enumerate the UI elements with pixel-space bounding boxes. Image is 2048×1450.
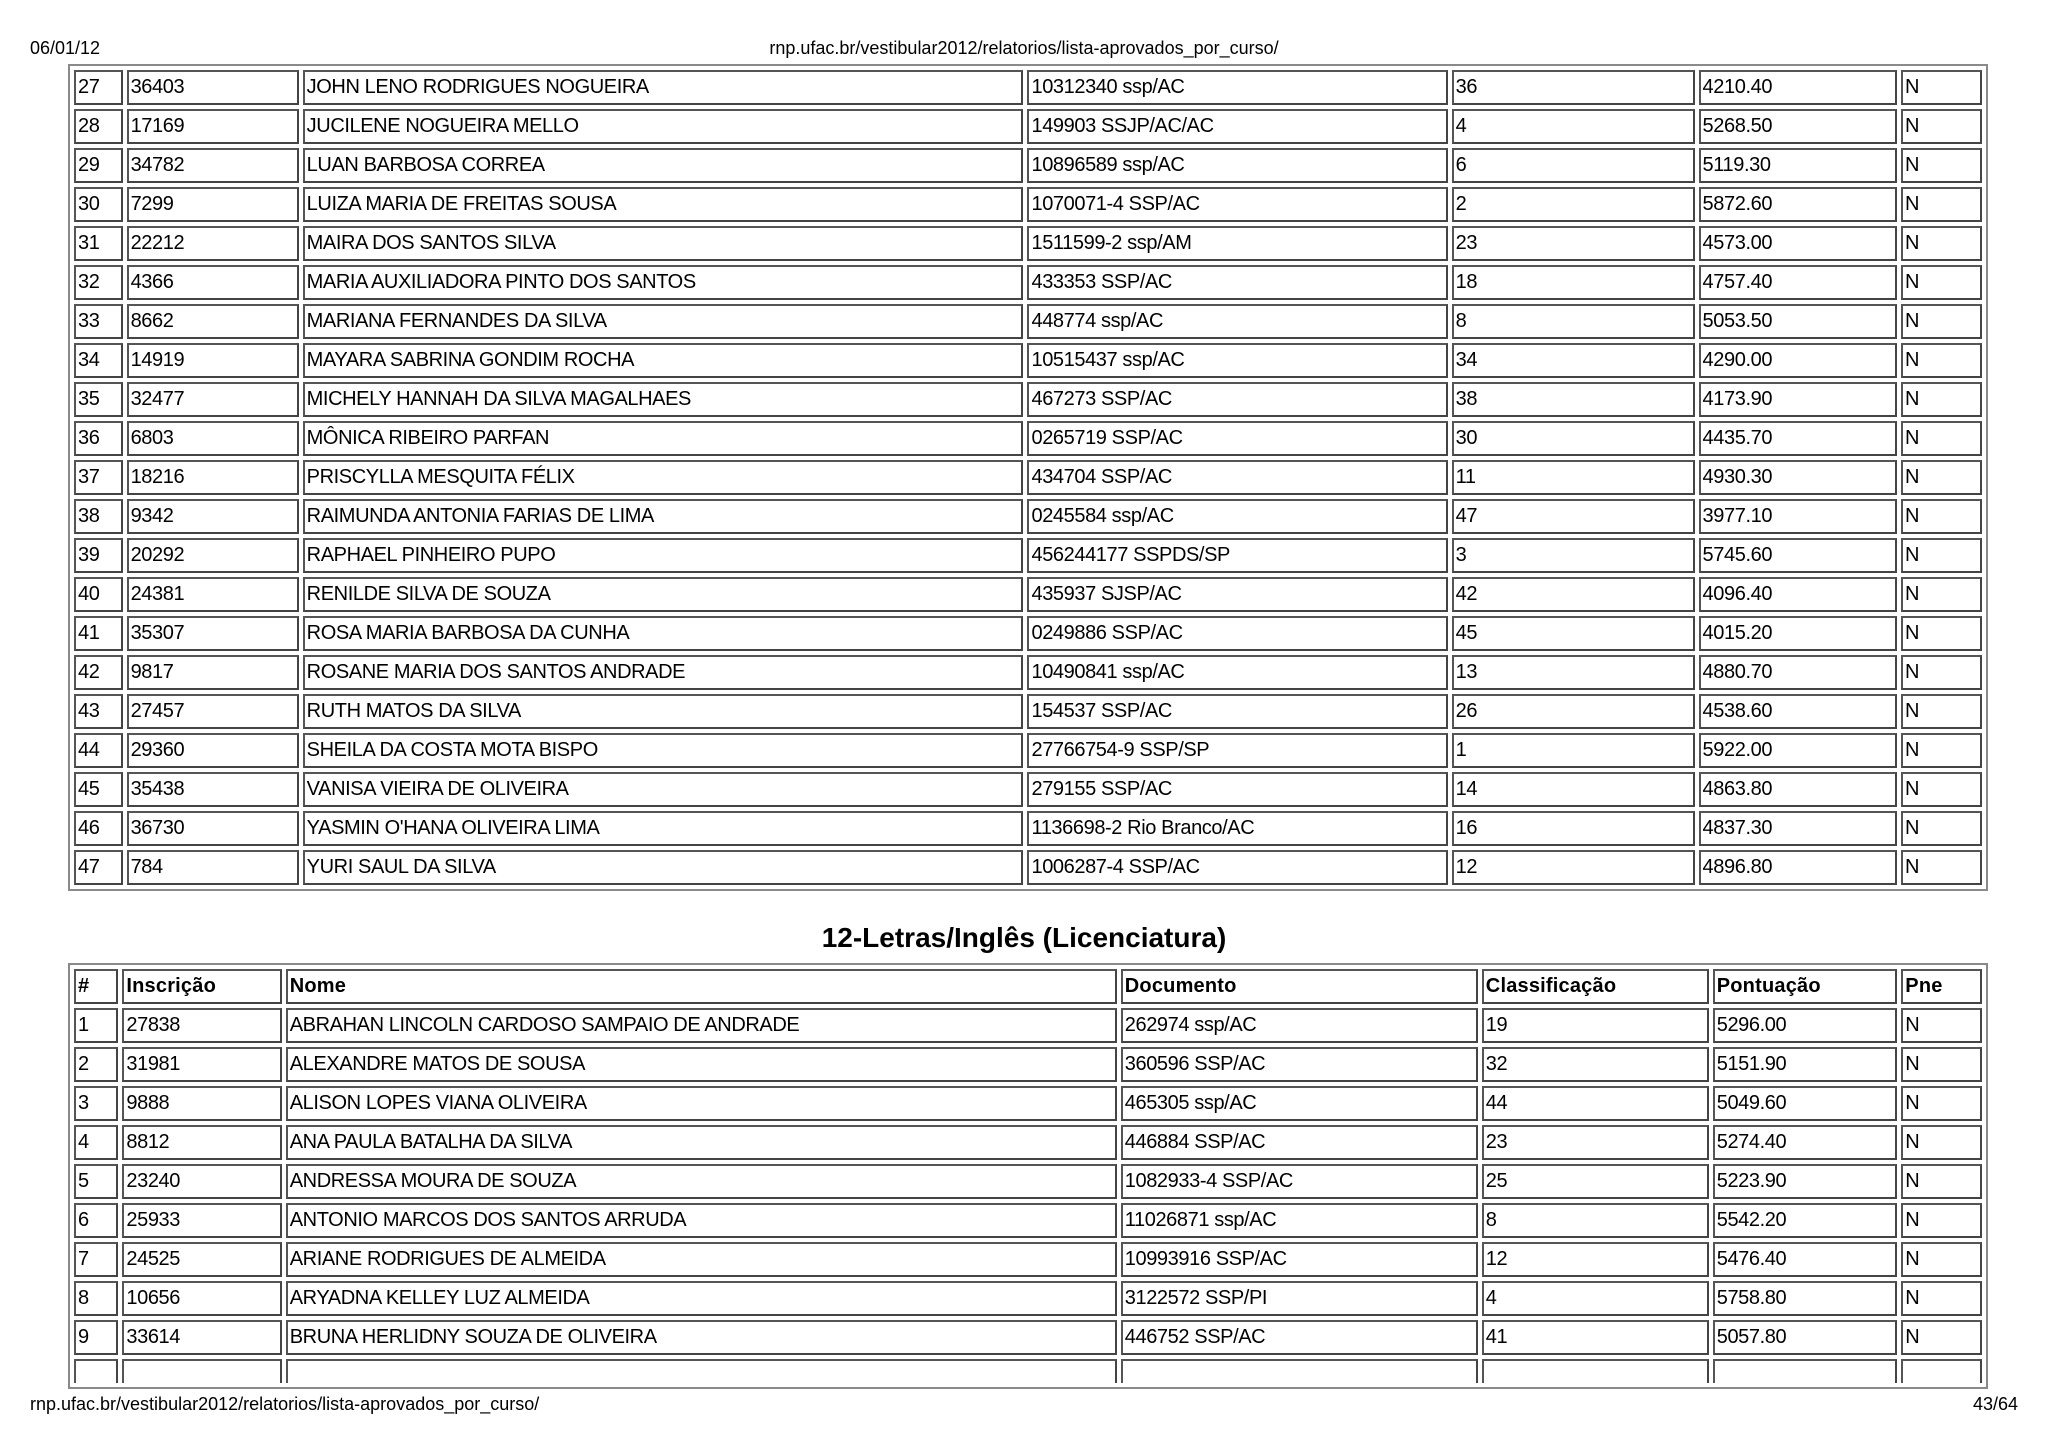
cell-pontuacao: 5274.40 <box>1713 1125 1898 1160</box>
cell-nome: LUAN BARBOSA CORREA <box>303 148 1024 183</box>
cell-classificacao: 36 <box>1452 70 1695 105</box>
table-row <box>74 226 1982 261</box>
cell-pne: N <box>1901 577 1982 612</box>
cell-inscricao: 22212 <box>127 226 299 261</box>
cell-inscricao: 32477 <box>127 382 299 417</box>
cell-pontuacao: 4757.40 <box>1699 265 1897 300</box>
cell-inscricao: 6803 <box>127 421 299 456</box>
cell-nome: YURI SAUL DA SILVA <box>303 850 1024 885</box>
cell-number: 4 <box>74 1125 118 1160</box>
table-row <box>74 1125 1982 1160</box>
cell-classificacao: 18 <box>1452 265 1695 300</box>
cell-nome: ANTONIO MARCOS DOS SANTOS ARRUDA <box>286 1203 1117 1238</box>
table-row <box>74 655 1982 690</box>
cell-pne: N <box>1901 1047 1982 1082</box>
approved-list-table-letras-ingles <box>68 963 1988 1389</box>
table-row <box>74 1086 1982 1121</box>
cell-documento: 149903 SSJP/AC/AC <box>1027 109 1447 144</box>
cell-nome: BRUNA HERLIDNY SOUZA DE OLIVEIRA <box>286 1320 1117 1355</box>
cell-classificacao: 3 <box>1452 538 1695 573</box>
cell-inscricao: 18216 <box>127 460 299 495</box>
cell-inscricao: 31981 <box>122 1047 281 1082</box>
cell-nome: PRISCYLLA MESQUITA FÉLIX <box>303 460 1024 495</box>
table-row <box>74 694 1982 729</box>
cell-number: 45 <box>74 772 123 807</box>
cell-classificacao: 26 <box>1452 694 1695 729</box>
table-header-row <box>74 969 1982 1004</box>
cell-inscricao: 24381 <box>127 577 299 612</box>
cell-pontuacao: 5542.20 <box>1713 1203 1898 1238</box>
table-row <box>74 811 1982 846</box>
cell-pne: N <box>1901 421 1982 456</box>
cell-nome: MICHELY HANNAH DA SILVA MAGALHAES <box>303 382 1024 417</box>
cell-inscricao: 14919 <box>127 343 299 378</box>
cell-pontuacao: 5758.80 <box>1713 1281 1898 1316</box>
cell-pne: N <box>1901 538 1982 573</box>
cell-documento: 154537 SSP/AC <box>1027 694 1447 729</box>
cell-pne: N <box>1901 1281 1982 1316</box>
cell-nome: MAIRA DOS SANTOS SILVA <box>303 226 1024 261</box>
cell-number: 43 <box>74 694 123 729</box>
table-row <box>74 460 1982 495</box>
cell-inscricao: 4366 <box>127 265 299 300</box>
cell-inscricao: 17169 <box>127 109 299 144</box>
cell-pne: N <box>1901 109 1982 144</box>
cell-number: 1 <box>74 1008 118 1043</box>
cell-classificacao: 44 <box>1482 1086 1709 1121</box>
cell-documento: 1511599-2 ssp/AM <box>1027 226 1447 261</box>
cell-documento: 446752 SSP/AC <box>1121 1320 1478 1355</box>
cell-pontuacao: 4210.40 <box>1699 70 1897 105</box>
cell-nome: ALEXANDRE MATOS DE SOUSA <box>286 1047 1117 1082</box>
table-row <box>74 148 1982 183</box>
cell-inscricao: 27838 <box>122 1008 281 1043</box>
cell-nome: ANA PAULA BATALHA DA SILVA <box>286 1125 1117 1160</box>
cell-classificacao: 47 <box>1452 499 1695 534</box>
cell-documento: 435937 SJSP/AC <box>1027 577 1447 612</box>
print-footer-url: rnp.ufac.br/vestibular2012/relatorios/lista-aprovados_por_curso/ <box>30 1394 540 1414</box>
cell-number: 40 <box>74 577 123 612</box>
table-row <box>74 577 1982 612</box>
cell-number: 27 <box>74 70 123 105</box>
cell-pne: N <box>1901 694 1982 729</box>
cell-classificacao: 8 <box>1452 304 1695 339</box>
cell-nome: MARIANA FERNANDES DA SILVA <box>303 304 1024 339</box>
cell-documento: 465305 ssp/AC <box>1121 1086 1478 1121</box>
cell-inscricao: 36403 <box>127 70 299 105</box>
cell-pne: N <box>1901 1164 1982 1199</box>
cell-pontuacao: 4896.80 <box>1699 850 1897 885</box>
cell-pne: N <box>1901 850 1982 885</box>
cell-classificacao: 1 <box>1452 733 1695 768</box>
cell-pontuacao: 4290.00 <box>1699 343 1897 378</box>
cell-documento: 10312340 ssp/AC <box>1027 70 1447 105</box>
col-header-nome: Nome <box>286 969 1117 1004</box>
cell-pontuacao: 5151.90 <box>1713 1047 1898 1082</box>
cell-pontuacao: 4930.30 <box>1699 460 1897 495</box>
cell-pne: N <box>1901 1125 1982 1160</box>
cell-classificacao: 14 <box>1452 772 1695 807</box>
cell-pne: N <box>1901 1320 1982 1355</box>
cell-nome: JOHN LENO RODRIGUES NOGUEIRA <box>303 70 1024 105</box>
cell-pontuacao: 5119.30 <box>1699 148 1897 183</box>
cell-classificacao: 42 <box>1452 577 1695 612</box>
cell-pontuacao: 5476.40 <box>1713 1242 1898 1277</box>
cell-pne: N <box>1901 304 1982 339</box>
cell-number: 39 <box>74 538 123 573</box>
cell-pne: N <box>1901 70 1982 105</box>
cell-nome: LUIZA MARIA DE FREITAS SOUSA <box>303 187 1024 222</box>
table-row <box>74 850 1982 885</box>
cell-pontuacao: 5872.60 <box>1699 187 1897 222</box>
cell-documento: 262974 ssp/AC <box>1121 1008 1478 1043</box>
cell-pne: N <box>1901 499 1982 534</box>
cell-classificacao: 16 <box>1452 811 1695 846</box>
cell-number: 28 <box>74 109 123 144</box>
cell-pne: N <box>1901 811 1982 846</box>
table-row-partial <box>74 1359 1982 1383</box>
cell-number: 5 <box>74 1164 118 1199</box>
table-row <box>74 616 1982 651</box>
cell-number: 38 <box>74 499 123 534</box>
cell-documento: 1070071-4 SSP/AC <box>1027 187 1447 222</box>
cell-number: 32 <box>74 265 123 300</box>
cell-pontuacao: 3977.10 <box>1699 499 1897 534</box>
cell-nome: ALISON LOPES VIANA OLIVEIRA <box>286 1086 1117 1121</box>
cell-classificacao: 12 <box>1482 1242 1709 1277</box>
cell-nome: RAPHAEL PINHEIRO PUPO <box>303 538 1024 573</box>
cell-nome: ARYADNA KELLEY LUZ ALMEIDA <box>286 1281 1117 1316</box>
cell-pne: N <box>1901 382 1982 417</box>
cell-pontuacao: 4573.00 <box>1699 226 1897 261</box>
cell-inscricao: 784 <box>127 850 299 885</box>
table-row <box>74 1281 1982 1316</box>
page-number: 43/64 <box>1972 1394 2018 1414</box>
table-row <box>74 265 1982 300</box>
cell-number: 7 <box>74 1242 118 1277</box>
table-row <box>74 421 1982 456</box>
table-row <box>74 1164 1982 1199</box>
cell-documento: 0245584 ssp/AC <box>1027 499 1447 534</box>
cell-classificacao: 45 <box>1452 616 1695 651</box>
cell-number: 47 <box>74 850 123 885</box>
cell-inscricao: 10656 <box>122 1281 281 1316</box>
cell-documento: 27766754-9 SSP/SP <box>1027 733 1447 768</box>
cell-documento: 10515437 ssp/AC <box>1027 343 1447 378</box>
cell-number: 44 <box>74 733 123 768</box>
cell-number: 6 <box>74 1203 118 1238</box>
cell-classificacao: 32 <box>1482 1047 1709 1082</box>
cell-classificacao: 19 <box>1482 1008 1709 1043</box>
cell-number: 30 <box>74 187 123 222</box>
cell-number: 41 <box>74 616 123 651</box>
print-header-url: rnp.ufac.br/vestibular2012/relatorios/lista-aprovados_por_curso/ <box>769 38 1279 58</box>
table-row <box>74 304 1982 339</box>
cell-pontuacao: 5296.00 <box>1713 1008 1898 1043</box>
cell-inscricao: 25933 <box>122 1203 281 1238</box>
cell-classificacao: 23 <box>1452 226 1695 261</box>
cell-classificacao: 11 <box>1452 460 1695 495</box>
cell-inscricao: 9888 <box>122 1086 281 1121</box>
cell-classificacao: 12 <box>1452 850 1695 885</box>
cell-inscricao: 35438 <box>127 772 299 807</box>
col-header-number: # <box>74 969 118 1004</box>
table-row <box>74 70 1982 105</box>
cell-pne: N <box>1901 265 1982 300</box>
cell-pontuacao: 5922.00 <box>1699 733 1897 768</box>
cell-number: 8 <box>74 1281 118 1316</box>
col-header-documento: Documento <box>1121 969 1478 1004</box>
cell-documento: 1136698-2 Rio Branco/AC <box>1027 811 1447 846</box>
cell-pne: N <box>1901 1203 1982 1238</box>
table-row <box>74 382 1982 417</box>
course-section-title: 12-Letras/Inglês (Licenciatura) <box>821 922 1227 953</box>
cell-documento: 0265719 SSP/AC <box>1027 421 1447 456</box>
table-row <box>74 499 1982 534</box>
cell-number: 2 <box>74 1047 118 1082</box>
cell-number: 46 <box>74 811 123 846</box>
cell-pne: N <box>1901 733 1982 768</box>
table-row <box>74 109 1982 144</box>
table-row <box>74 1320 1982 1355</box>
cell-pontuacao: 4880.70 <box>1699 655 1897 690</box>
cell-pne: N <box>1901 1086 1982 1121</box>
col-header-pne: Pne <box>1901 969 1982 1004</box>
table-row <box>74 343 1982 378</box>
cell-inscricao: 35307 <box>127 616 299 651</box>
cell-nome: JUCILENE NOGUEIRA MELLO <box>303 109 1024 144</box>
cell-pne: N <box>1901 1242 1982 1277</box>
cell-nome: ROSANE MARIA DOS SANTOS ANDRADE <box>303 655 1024 690</box>
cell-number: 31 <box>74 226 123 261</box>
table-row <box>74 1047 1982 1082</box>
cell-pne: N <box>1901 148 1982 183</box>
table-row <box>74 1008 1982 1043</box>
cell-pontuacao: 4096.40 <box>1699 577 1897 612</box>
cell-nome: VANISA VIEIRA DE OLIVEIRA <box>303 772 1024 807</box>
table-row <box>74 1242 1982 1277</box>
cell-pontuacao: 4538.60 <box>1699 694 1897 729</box>
cell-inscricao: 9342 <box>127 499 299 534</box>
cell-inscricao: 27457 <box>127 694 299 729</box>
col-header-classificacao: Classificação <box>1482 969 1709 1004</box>
cell-classificacao: 4 <box>1452 109 1695 144</box>
cell-classificacao: 23 <box>1482 1125 1709 1160</box>
cell-nome: ANDRESSA MOURA DE SOUZA <box>286 1164 1117 1199</box>
cell-inscricao: 24525 <box>122 1242 281 1277</box>
cell-inscricao: 8662 <box>127 304 299 339</box>
cell-pontuacao: 5223.90 <box>1713 1164 1898 1199</box>
cell-pontuacao: 4173.90 <box>1699 382 1897 417</box>
cell-classificacao: 34 <box>1452 343 1695 378</box>
cell-documento: 11026871 ssp/AC <box>1121 1203 1478 1238</box>
cell-inscricao: 9817 <box>127 655 299 690</box>
approved-list-table-continued <box>68 64 1988 891</box>
cell-documento: 434704 SSP/AC <box>1027 460 1447 495</box>
cell-classificacao: 8 <box>1482 1203 1709 1238</box>
cell-pne: N <box>1901 187 1982 222</box>
col-header-pontuacao: Pontuação <box>1713 969 1898 1004</box>
cell-pontuacao: 5057.80 <box>1713 1320 1898 1355</box>
cell-pne: N <box>1901 655 1982 690</box>
cell-pontuacao: 5053.50 <box>1699 304 1897 339</box>
cell-inscricao: 36730 <box>127 811 299 846</box>
cell-nome: MAYARA SABRINA GONDIM ROCHA <box>303 343 1024 378</box>
cell-documento: 456244177 SSPDS/SP <box>1027 538 1447 573</box>
cell-pne: N <box>1901 772 1982 807</box>
cell-number: 3 <box>74 1086 118 1121</box>
print-date: 06/01/12 <box>30 38 101 58</box>
cell-pne: N <box>1901 343 1982 378</box>
cell-pne: N <box>1901 460 1982 495</box>
cell-number: 9 <box>74 1320 118 1355</box>
cell-pontuacao: 4837.30 <box>1699 811 1897 846</box>
cell-pontuacao: 4435.70 <box>1699 421 1897 456</box>
cell-documento: 467273 SSP/AC <box>1027 382 1447 417</box>
cell-documento: 1082933-4 SSP/AC <box>1121 1164 1478 1199</box>
cell-pontuacao: 4863.80 <box>1699 772 1897 807</box>
cell-classificacao: 38 <box>1452 382 1695 417</box>
cell-number: 37 <box>74 460 123 495</box>
cell-nome: ROSA MARIA BARBOSA DA CUNHA <box>303 616 1024 651</box>
cell-inscricao: 8812 <box>122 1125 281 1160</box>
cell-number: 33 <box>74 304 123 339</box>
cell-pontuacao: 5745.60 <box>1699 538 1897 573</box>
col-header-inscricao: Inscrição <box>122 969 281 1004</box>
cell-documento: 448774 ssp/AC <box>1027 304 1447 339</box>
cell-documento: 10896589 ssp/AC <box>1027 148 1447 183</box>
cell-classificacao: 2 <box>1452 187 1695 222</box>
table-row <box>74 733 1982 768</box>
cell-classificacao: 30 <box>1452 421 1695 456</box>
cell-documento: 360596 SSP/AC <box>1121 1047 1478 1082</box>
table-row <box>74 1203 1982 1238</box>
cell-number: 42 <box>74 655 123 690</box>
cell-documento: 10490841 ssp/AC <box>1027 655 1447 690</box>
cell-classificacao: 25 <box>1482 1164 1709 1199</box>
cell-nome: RUTH MATOS DA SILVA <box>303 694 1024 729</box>
cell-classificacao: 41 <box>1482 1320 1709 1355</box>
cell-inscricao: 34782 <box>127 148 299 183</box>
cell-nome: YASMIN O'HANA OLIVEIRA LIMA <box>303 811 1024 846</box>
cell-pontuacao: 5268.50 <box>1699 109 1897 144</box>
cell-nome: RENILDE SILVA DE SOUZA <box>303 577 1024 612</box>
cell-pontuacao: 5049.60 <box>1713 1086 1898 1121</box>
cell-classificacao: 4 <box>1482 1281 1709 1316</box>
cell-inscricao: 33614 <box>122 1320 281 1355</box>
cell-inscricao: 7299 <box>127 187 299 222</box>
cell-number: 29 <box>74 148 123 183</box>
cell-nome: RAIMUNDA ANTONIA FARIAS DE LIMA <box>303 499 1024 534</box>
cell-number: 34 <box>74 343 123 378</box>
cell-documento: 10993916 SSP/AC <box>1121 1242 1478 1277</box>
table-row <box>74 538 1982 573</box>
cell-classificacao: 13 <box>1452 655 1695 690</box>
cell-documento: 446884 SSP/AC <box>1121 1125 1478 1160</box>
cell-classificacao: 6 <box>1452 148 1695 183</box>
cell-documento: 3122572 SSP/PI <box>1121 1281 1478 1316</box>
cell-nome: MARIA AUXILIADORA PINTO DOS SANTOS <box>303 265 1024 300</box>
cell-number: 35 <box>74 382 123 417</box>
cell-pne: N <box>1901 1008 1982 1043</box>
cell-inscricao: 29360 <box>127 733 299 768</box>
cell-number: 36 <box>74 421 123 456</box>
cell-pontuacao: 4015.20 <box>1699 616 1897 651</box>
cell-nome: ABRAHAN LINCOLN CARDOSO SAMPAIO DE ANDRADE <box>286 1008 1117 1043</box>
table-row <box>74 187 1982 222</box>
table-row <box>74 772 1982 807</box>
cell-pne: N <box>1901 616 1982 651</box>
cell-documento: 279155 SSP/AC <box>1027 772 1447 807</box>
cell-documento: 0249886 SSP/AC <box>1027 616 1447 651</box>
cell-inscricao: 23240 <box>122 1164 281 1199</box>
cell-pne: N <box>1901 226 1982 261</box>
cell-inscricao: 20292 <box>127 538 299 573</box>
cell-nome: SHEILA DA COSTA MOTA BISPO <box>303 733 1024 768</box>
cell-nome: MÔNICA RIBEIRO PARFAN <box>303 421 1024 456</box>
cell-documento: 1006287-4 SSP/AC <box>1027 850 1447 885</box>
cell-nome: ARIANE RODRIGUES DE ALMEIDA <box>286 1242 1117 1277</box>
cell-documento: 433353 SSP/AC <box>1027 265 1447 300</box>
